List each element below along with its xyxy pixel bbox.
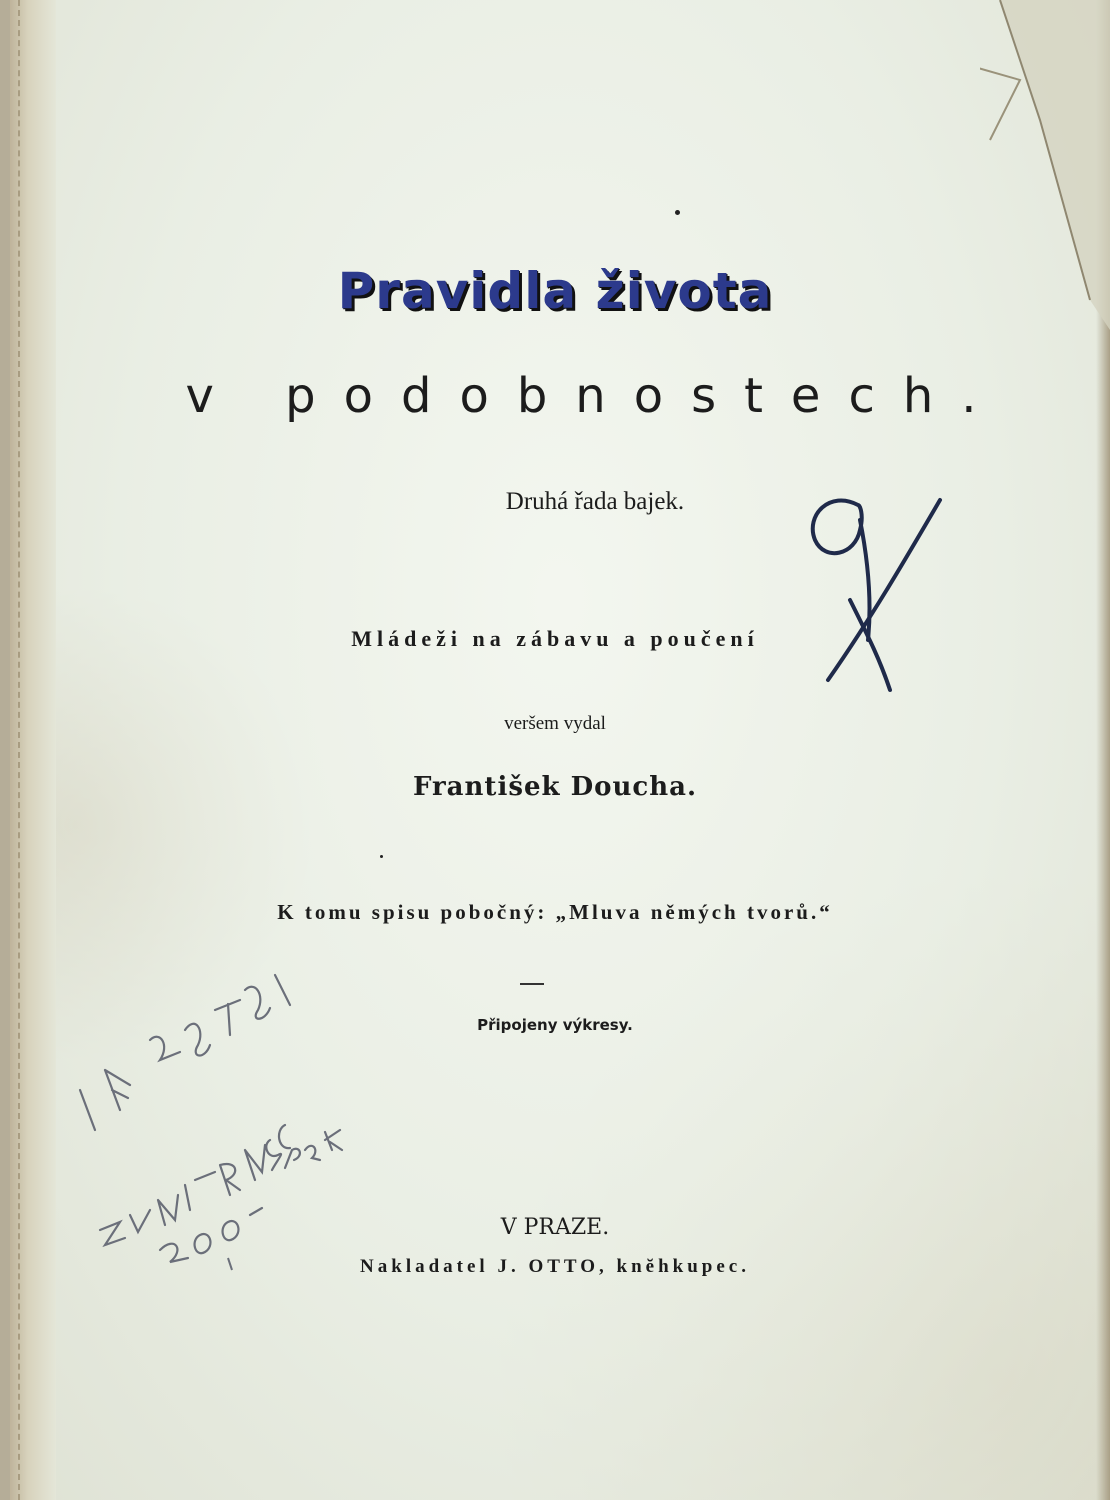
publication-place: V PRAZE.: [500, 1215, 610, 1240]
dedication-line: Mládeži na zábavu a poučení: [351, 626, 759, 651]
publisher-line: Nakladatel J. OTTO, knĕhkupec.: [360, 1256, 750, 1277]
related-work-note: K tomu spisu pobočný: „Mluva němých tvorů.“: [277, 900, 833, 924]
series-line: Druhá řada bajek.: [505, 488, 685, 515]
verse-credit: veršem vydal: [504, 713, 606, 734]
book-title: Pravidla života: [337, 262, 773, 320]
divider-rule: [520, 983, 544, 985]
ink-speck: [380, 855, 383, 858]
drawings-note: Připojeny výkresy.: [477, 1016, 633, 1034]
author-name: František Doucha.: [412, 772, 697, 802]
book-subtitle: v podobnostech.: [185, 368, 1005, 424]
ink-speck: [675, 210, 680, 215]
